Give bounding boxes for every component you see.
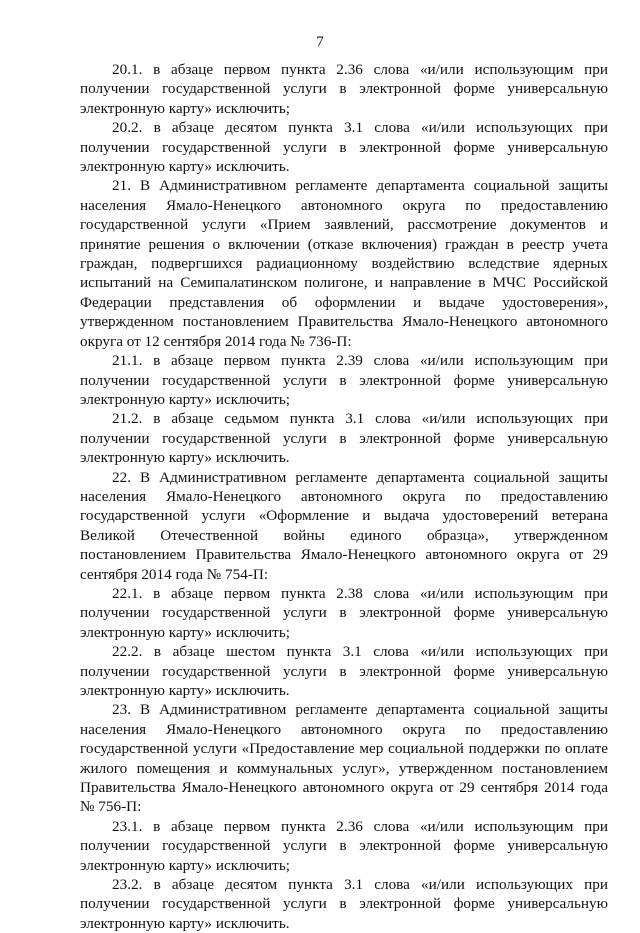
paragraph-21-1: 21.1. в абзаце первом пункта 2.39 слова «и/или использующим при получении государственной услуги в электронной форме универсальную электронную карту» исключить; [80,352,608,408]
paragraph-20-2: 20.2. в абзаце десятом пункта 3.1 слова «и/или использующих при получении государственной услуги в электронной форме универсальную электронную карту» исключить. [80,119,608,176]
paragraph-21-2: 21.2. в абзаце седьмом пункта 3.1 слова «и/или использующих при получении государственной услуги в электронной форме универсальную электронную карту» исключить. [80,410,608,467]
paragraph-21: 21. В Административном регламенте департамента социальной защиты населения Ямало-Ненецкого автономного округа по предоставлению государственной услуги «Прием заявлений, рассмотрение документов и принятие решения о включении (отказе включения) граждан в реестр учета граждан, подвергшихся радиационному воздействию вследствие ядерных испытаний на Семипалатинском полигоне, и направление в МЧС Российской Федерации представления об оформлении и выдаче удостоверения», утвержденном постановлением Правительства Ямало-Ненецкого автономного округа от 12 сентября 2014 года № 736-П: [80,177,608,350]
paragraph-23: 23. В Административном регламенте департамента социальной защиты населения Ямало-Ненецкого автономного округа по предоставлению государственной услуги «Предоставление мер социальной поддержки по оплате жилого помещения и коммунальных услуг», утвержденном постановлением Правительства Ямало-Ненецкого автономного округа от 29 сентября 2014 года № 756-П: [80,701,608,816]
paragraph-22: 22. В Административном регламенте департамента социальной защиты населения Ямало-Ненецкого автономного округа по предоставлению государственной услуги «Оформление и выдача удостоверений ветерана Великой Отечественной войны единого образца», утвержденном постановлением Правительства Ямало-Ненецкого автономного округа от 29 сентября 2014 года № 754-П: [80,468,608,583]
paragraph-23-1: 23.1. в абзаце первом пункта 2.36 слова «и/или использующим при получении государственной услуги в электронной форме универсальную электронную карту» исключить; [80,817,608,874]
page-number: 7 [316,34,324,50]
document-body [80,60,608,933]
paragraph-23-2: 23.2. в абзаце десятом пункта 3.1 слова «и/или использующих при получении государственной услуги в электронной форме универсальную электронную карту» исключить. [80,876,608,932]
paragraph-22-2: 22.2. в абзаце шестом пункта 3.1 слова «и/или использующих при получении государственной услуги в электронной форме универсальную электронную карту» исключить. [80,643,608,699]
paragraph-22-1: 22.1. в абзаце первом пункта 2.38 слова «и/или использующим при получении государственной услуги в электронной форме универсальную электронную карту» исключить; [80,584,608,641]
paragraph-20-1: 20.1. в абзаце первом пункта 2.36 слова «и/или использующим при получении государственной услуги в электронной форме универсальную электронную карту» исключить; [80,61,608,117]
